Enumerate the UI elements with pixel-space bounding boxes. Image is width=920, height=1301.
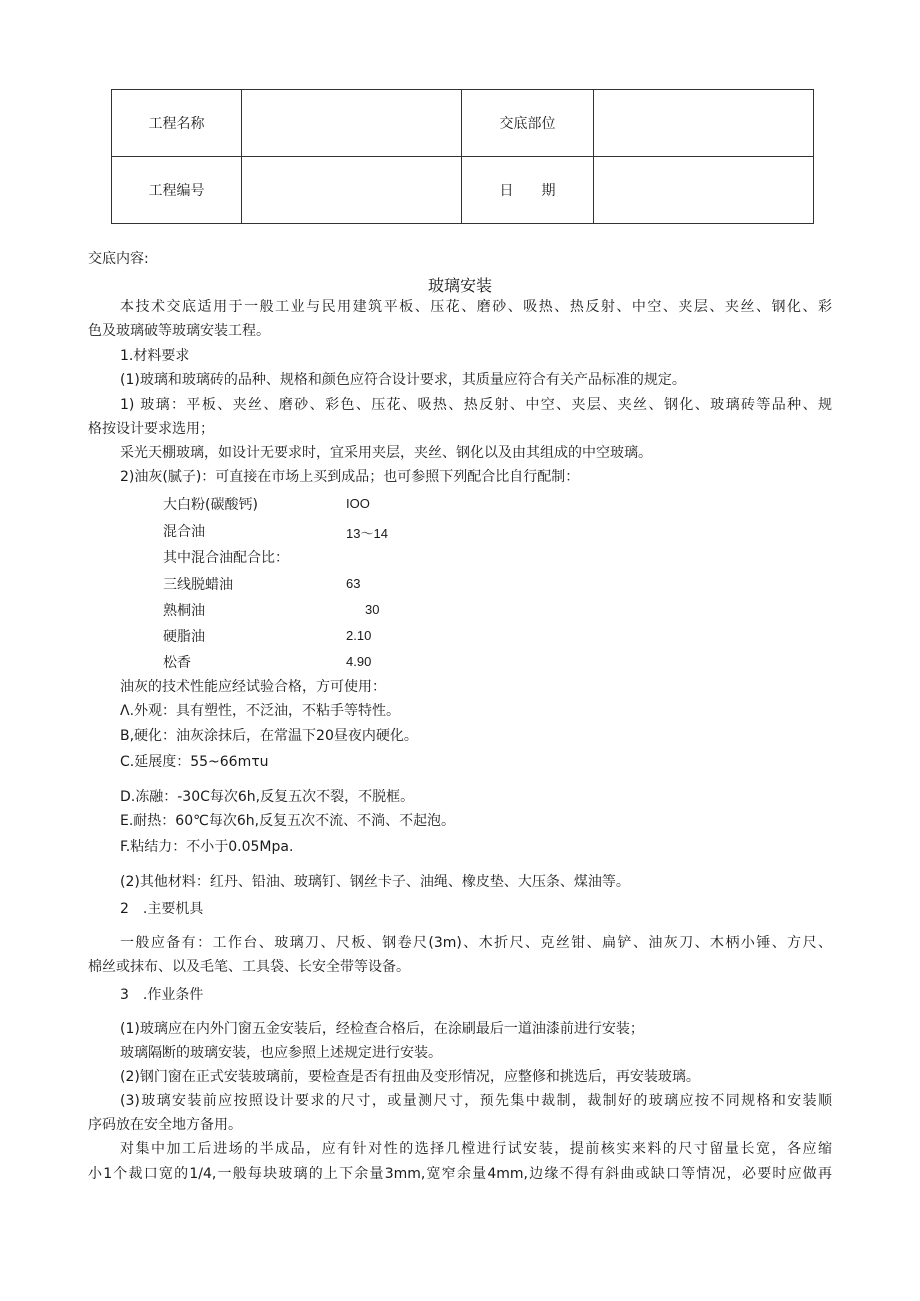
location-label: 交底部位	[462, 90, 594, 157]
sec3-p1b: 玻璃隔断的玻璃安装，也应参照上述规定进行安装。	[120, 1045, 442, 1061]
mix-name-0: 大白粉(碳酸钙)	[163, 497, 258, 513]
putty-prop-b: B,硬化：油灰涂抹后，在常温下20昼夜内硬化。	[120, 728, 418, 744]
header-row-2	[112, 157, 814, 224]
date-label: 日 期	[462, 157, 594, 224]
mix-value-6: 4.90	[346, 654, 372, 669]
content-label: 交底内容:	[88, 251, 149, 267]
sec2-title: .主要机具	[142, 901, 204, 917]
mix-name-4: 熟桐油	[163, 603, 205, 619]
sec3-number: 3	[120, 987, 129, 1003]
header-row-1	[112, 90, 814, 157]
sec1-other: (2)其他材料：红丹、铅油、玻璃钉、钢丝卡子、油绳、橡皮垫、大压条、煤油等。	[120, 874, 630, 890]
mix-value-0: IOO	[346, 496, 370, 511]
putty-requirement: 油灰的技术性能应经试验合格，方可使用：	[120, 679, 386, 695]
project-no-label: 工程编号	[112, 157, 242, 224]
mix-name-5: 硬脂油	[163, 629, 205, 645]
mix-value-5: 2.10	[346, 628, 372, 643]
sec3-p1: (1)玻璃应在内外门窗五金安装后，经检查合格后，在涂刷最后一道油漆前进行安装；	[120, 1021, 644, 1037]
sec3-p4-line-2: 小1个裁口宽的1/4,一般每块玻璃的上下余量3mm,宽窄余量4mm,边缘不得有斜曲或缺口等情况，必要时应做再	[88, 1166, 832, 1182]
sec1-title: 1.材料要求	[120, 348, 190, 364]
sec2-heading	[120, 900, 203, 918]
project-name-label: 工程名称	[112, 90, 242, 157]
location-value	[594, 90, 814, 157]
mix-value-4: 30	[365, 602, 380, 617]
putty-prop-e: E.耐热：60℃每次6h,反复五次不流、不淌、不起泡。	[120, 813, 456, 829]
date-value	[594, 157, 814, 224]
header-table	[111, 89, 814, 224]
mix-value-1: 13～14	[346, 526, 388, 541]
putty-prop-f: F.粘结力：不小于0.05Mpa.	[120, 839, 294, 855]
sec3-p4-line-1: 对集中加工后进场的半成品，应有针对性的选择几樘进行试安装，提前核实来料的尺寸留量长宽，各应缩	[120, 1141, 832, 1157]
putty-prop-a: Λ.外观：具有塑性，不泛油，不粘手等特性。	[120, 703, 401, 719]
intro-line-2: 色及玻璃破等玻璃安装工程。	[88, 323, 270, 339]
mix-name-6: 松香	[163, 655, 191, 671]
putty-prop-c: C.延展度：55~66mτu	[120, 754, 269, 770]
intro-line-1: 本技术交底适用于一般工业与民用建筑平板、压花、磨砂、吸热、热反射、中空、夹层、夹丝、钢化、彩	[120, 299, 832, 315]
sec2-number: 2	[120, 901, 129, 917]
mix-name-1: 混合油	[163, 524, 205, 540]
sec1-glass-line-2: 格按设计要求选用；	[88, 421, 214, 437]
sec3-title: .作业条件	[142, 987, 204, 1003]
mix-name-2: 其中混合油配合比：	[163, 550, 289, 566]
sec1-glass-line-1: 1) 玻璃：平板、夹丝、磨砂、彩色、压花、吸热、热反射、中空、夹层、夹丝、钢化、玻璃砖等品种、规	[120, 397, 832, 413]
sec2-body-line-2: 棉丝或抹布、以及毛笔、工具袋、长安全带等设备。	[88, 959, 410, 975]
doc-title: 玻璃安装	[427, 276, 492, 295]
mix-value-3: 63	[346, 576, 361, 591]
sec3-p3-line-1: (3)玻璃安装前应按照设计要求的尺寸，或量测尺寸，预先集中裁制，裁制好的玻璃应按不同规格和安装顺	[120, 1093, 832, 1109]
mix-name-3: 三线脱蜡油	[163, 577, 233, 593]
sec3-p2: (2)钢门窗在正式安装玻璃前，要检查是否有扭曲及变形情况，应整修和挑选后，再安装玻璃。	[120, 1069, 700, 1085]
sec1-skylight: 采光天棚玻璃，如设计无要求时，宜采用夹层，夹丝、钢化以及由其组成的中空玻璃。	[120, 445, 652, 461]
sec3-p3-line-2: 序码放在安全地方备用。	[88, 1117, 242, 1133]
project-no-value	[242, 157, 462, 224]
sec2-body-line-1: 一般应备有：工作台、玻璃刀、尺板、钢卷尺(3m)、木折尺、克丝钳、扁铲、油灰刀、木柄小锤、方尺、	[120, 935, 832, 951]
putty-prop-d: D.冻融：-30C每次6h,反复五次不裂，不脱框。	[120, 789, 415, 805]
sec3-heading	[120, 986, 203, 1004]
sec1-p1: (1)玻璃和玻璃砖的品种、规格和颜色应符合设计要求，其质量应符合有关产品标准的规定。	[120, 372, 686, 388]
project-name-value	[242, 90, 462, 157]
sec1-putty: 2)油灰(腻子)：可直接在市场上买到成品；也可参照下列配合比自行配制：	[120, 469, 580, 485]
